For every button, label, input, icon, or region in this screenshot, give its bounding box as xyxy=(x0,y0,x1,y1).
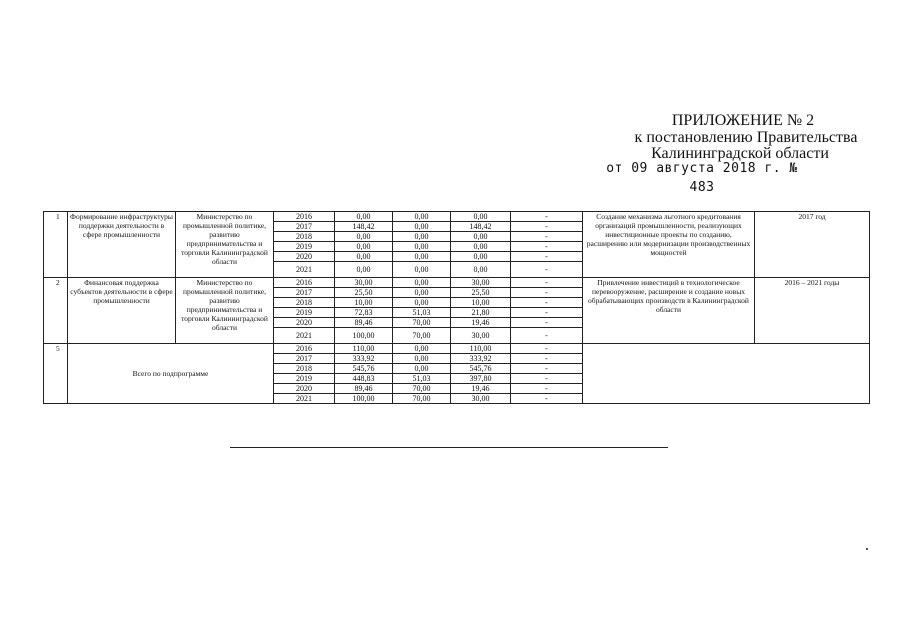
total-cell: 100,00 xyxy=(335,328,393,344)
federal-cell: 0,00 xyxy=(393,278,451,288)
year-cell: 2019 xyxy=(274,242,335,252)
responsible-executor: Министерство по промышленной политике, развитию предпринимательства и торговли Калининградской области xyxy=(176,278,274,344)
federal-cell: 70,00 xyxy=(393,318,451,328)
federal-cell: 0,00 xyxy=(393,232,451,242)
table-row xyxy=(44,344,870,354)
table-row xyxy=(44,278,870,288)
year-cell: 2019 xyxy=(274,308,335,318)
decree-date-number: от 09 августа 2018 г. № 483 xyxy=(606,161,798,195)
year-cell: 2020 xyxy=(274,318,335,328)
year-cell: 2016 xyxy=(274,212,335,222)
regional-cell: 19,46 xyxy=(451,384,511,394)
total-cell: 545,76 xyxy=(335,364,393,374)
year-cell: 2021 xyxy=(274,262,335,278)
empty-cell xyxy=(583,344,870,404)
subprogram-total-label: Всего по подпрограмме xyxy=(68,344,274,404)
regional-cell: 30,00 xyxy=(451,278,511,288)
scan-speck xyxy=(866,548,868,550)
row-number: 5 xyxy=(44,344,68,404)
regional-cell: 21,80 xyxy=(451,308,511,318)
other-cell: - xyxy=(511,354,583,364)
year-cell: 2018 xyxy=(274,232,335,242)
expected-result: Создание механизма льготного кредитования организаций промышленности, реализующих инвестиционные проекты по созданию, расширению или модернизации производственных мощностей xyxy=(583,212,755,278)
regional-cell: 545,76 xyxy=(451,364,511,374)
total-cell: 0,00 xyxy=(335,252,393,262)
other-cell: - xyxy=(511,364,583,374)
total-cell: 10,00 xyxy=(335,298,393,308)
year-cell: 2018 xyxy=(274,298,335,308)
total-cell: 148,42 xyxy=(335,222,393,232)
total-cell: 30,00 xyxy=(335,278,393,288)
federal-cell: 0,00 xyxy=(393,252,451,262)
total-cell: 0,00 xyxy=(335,262,393,278)
regional-cell: 0,00 xyxy=(451,242,511,252)
regional-cell: 30,00 xyxy=(451,394,511,404)
total-cell: 0,00 xyxy=(335,212,393,222)
other-cell: - xyxy=(511,344,583,354)
federal-cell: 70,00 xyxy=(393,328,451,344)
total-cell: 100,00 xyxy=(335,394,393,404)
year-cell: 2017 xyxy=(274,354,335,364)
other-cell: - xyxy=(511,212,583,222)
federal-cell: 0,00 xyxy=(393,242,451,252)
federal-cell: 0,00 xyxy=(393,262,451,278)
responsible-executor: Министерство по промышленной политике, развитию предпринимательства и торговли Калининградской области xyxy=(176,212,274,278)
other-cell: - xyxy=(511,262,583,278)
regional-cell: 19,46 xyxy=(451,318,511,328)
total-cell: 89,46 xyxy=(335,318,393,328)
year-cell: 2018 xyxy=(274,364,335,374)
other-cell: - xyxy=(511,374,583,384)
other-cell: - xyxy=(511,242,583,252)
decree-reference: к постановлению Правительства xyxy=(634,129,858,146)
total-cell: 448,83 xyxy=(335,374,393,384)
total-cell: 0,00 xyxy=(335,232,393,242)
other-cell: - xyxy=(511,288,583,298)
document-end-rule xyxy=(230,447,668,448)
row-number: 1 xyxy=(44,212,68,278)
total-cell: 110,00 xyxy=(335,344,393,354)
regional-cell: 30,00 xyxy=(451,328,511,344)
other-cell: - xyxy=(511,252,583,262)
other-cell: - xyxy=(511,308,583,318)
federal-cell: 51,03 xyxy=(393,374,451,384)
regional-cell: 25,50 xyxy=(451,288,511,298)
other-cell: - xyxy=(511,394,583,404)
activity-name: Финансовая поддержка субъектов деятельности в сфере промышленности xyxy=(68,278,176,344)
implementation-period: 2017 год xyxy=(755,212,870,278)
other-cell: - xyxy=(511,328,583,344)
federal-cell: 70,00 xyxy=(393,394,451,404)
regional-cell: 0,00 xyxy=(451,262,511,278)
year-cell: 2021 xyxy=(274,394,335,404)
year-cell: 2019 xyxy=(274,374,335,384)
total-cell: 0,00 xyxy=(335,242,393,252)
federal-cell: 70,00 xyxy=(393,384,451,394)
other-cell: - xyxy=(511,318,583,328)
regional-cell: 110,00 xyxy=(451,344,511,354)
year-cell: 2017 xyxy=(274,288,335,298)
regional-cell: 333,92 xyxy=(451,354,511,364)
federal-cell: 0,00 xyxy=(393,298,451,308)
year-cell: 2016 xyxy=(274,344,335,354)
table-row xyxy=(44,212,870,222)
total-cell: 72,83 xyxy=(335,308,393,318)
year-cell: 2020 xyxy=(274,252,335,262)
total-cell: 333,92 xyxy=(335,354,393,364)
expected-result: Привлечение инвестиций в технологическое перевооружение, расширение и создание новых обрабатывающих производств в Калининградской области xyxy=(583,278,755,344)
other-cell: - xyxy=(511,384,583,394)
subprogram-table xyxy=(43,211,870,404)
table-body xyxy=(44,212,870,404)
total-cell: 89,46 xyxy=(335,384,393,394)
activity-name: Формирование инфраструктуры поддержки деятельности в сфере промышленности xyxy=(68,212,176,278)
regional-cell: 397,80 xyxy=(451,374,511,384)
regional-cell: 148,42 xyxy=(451,222,511,232)
federal-cell: 0,00 xyxy=(393,222,451,232)
appendix-title: ПРИЛОЖЕНИЕ № 2 xyxy=(671,112,815,129)
regional-cell: 0,00 xyxy=(451,212,511,222)
federal-cell: 0,00 xyxy=(393,288,451,298)
year-cell: 2020 xyxy=(274,384,335,394)
federal-cell: 0,00 xyxy=(393,212,451,222)
row-number: 2 xyxy=(44,278,68,344)
regional-cell: 0,00 xyxy=(451,252,511,262)
regional-cell: 0,00 xyxy=(451,232,511,242)
other-cell: - xyxy=(511,298,583,308)
year-cell: 2016 xyxy=(274,278,335,288)
total-cell: 25,50 xyxy=(335,288,393,298)
federal-cell: 0,00 xyxy=(393,354,451,364)
other-cell: - xyxy=(511,232,583,242)
federal-cell: 0,00 xyxy=(393,364,451,374)
year-cell: 2017 xyxy=(274,222,335,232)
other-cell: - xyxy=(511,222,583,232)
federal-cell: 51,03 xyxy=(393,308,451,318)
regional-cell: 10,00 xyxy=(451,298,511,308)
year-cell: 2021 xyxy=(274,328,335,344)
other-cell: - xyxy=(511,278,583,288)
region-name: Калининградской области xyxy=(651,145,829,162)
federal-cell: 0,00 xyxy=(393,344,451,354)
implementation-period: 2016 – 2021 годы xyxy=(755,278,870,344)
